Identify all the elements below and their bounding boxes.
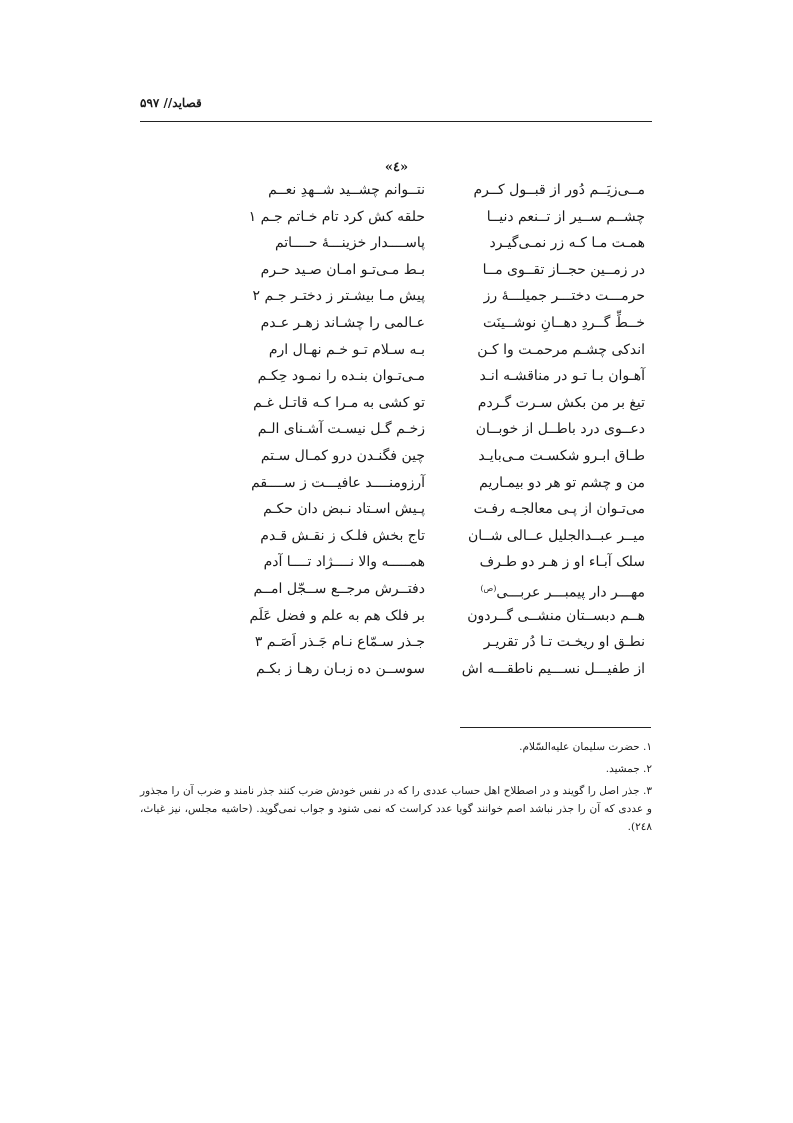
- hemistich-first-text: حرمـــت دختـــر جمیلـــهٔ رز: [483, 288, 645, 305]
- hemistich-second: آرزومنــــد عافیـــت ز ســــقم: [251, 474, 425, 491]
- footnotes: [140, 738, 652, 840]
- hemistich-second: تاج بخش فلـک ز نقـش قـدم: [260, 527, 425, 544]
- hemistich-first-text: خــطِّ گــردِ دهــانِ نوشــینَت: [483, 314, 645, 331]
- hemistich-first: [440, 632, 645, 652]
- hemistich-first: [440, 606, 645, 626]
- hemistich-first: [440, 340, 645, 360]
- couplet: [220, 446, 645, 473]
- hemistich-first: [440, 233, 645, 253]
- hemistich-second: نتــوانم چشــید شــهدِ نعــم: [268, 182, 425, 198]
- hemistich-first-text: مهـــر دار پیمبـــر عربـــی: [496, 584, 645, 601]
- hemistich-first-text: من و چشم تو هر دو بیمـاریم: [479, 474, 645, 491]
- hemistich-first-text: می‌تـوان از پـی معالجـه رفـت: [473, 501, 645, 518]
- header-rule: [140, 121, 652, 122]
- hemistich-second: عـالمی را چشـاند زهـر عـدم: [260, 314, 425, 331]
- hemistich-second: زخـم گـل نیسـت آشـنای الـم: [257, 421, 425, 438]
- couplet: [220, 606, 645, 633]
- couplet: [220, 180, 645, 207]
- couplet: [220, 526, 645, 553]
- hemistich-first-text: تیغ بر من بکش سـرت گـردم: [477, 394, 645, 411]
- hemistich-first: [440, 552, 645, 572]
- couplet: [220, 579, 645, 606]
- hemistich-second: همـــــه والا نــــژاد تــــا آدم: [263, 554, 425, 571]
- hemistich-first: [440, 180, 645, 200]
- hemistich-first-text: از طفیـــل نســـیم ناطقـــه اش: [461, 660, 645, 677]
- hemistich-second: دفتــرش مرجــع ســجّل امــم: [253, 580, 425, 597]
- couplet: [220, 286, 645, 313]
- footnote-item: ۱. حضرت سلیمان علیه‌السّلام.: [519, 741, 652, 753]
- hemistich-second: بـط مـی‌تـو امـان صـید حـرم: [260, 261, 425, 278]
- running-header: [140, 96, 652, 116]
- footnote-rule: [460, 727, 651, 728]
- hemistich-second: بر فلک هم به علم و فضل عَلَم: [249, 607, 425, 624]
- hemistich-first-text: میــر عبــدالجلیل عــالی شــان: [467, 527, 645, 544]
- couplet: [220, 260, 645, 287]
- footnote-item: ۲. جمشید.: [605, 763, 652, 775]
- hemistich-first-text: طـاق ابـرو شکسـت مـی‌بایـد: [478, 447, 645, 464]
- couplet: [220, 340, 645, 367]
- hemistich-first: [440, 419, 645, 439]
- couplet: [220, 207, 645, 234]
- hemistich-first: [440, 366, 645, 386]
- hemistich-second: پـیش اسـتاد نـبض دان حکـم: [263, 501, 425, 518]
- hemistich-second: چین فگنـدن درو کمـال سـتم: [260, 447, 425, 464]
- couplet: [220, 313, 645, 340]
- couplet: [220, 473, 645, 500]
- hemistich-second: بـه سـلام تـو خـم نهـال ارم: [268, 341, 425, 358]
- hemistich-first-text: همـت مـا کـه زر نمـی‌گیـرد: [489, 235, 645, 252]
- hemistich-first-text: آهـوان بـا تـو در مناقشـه انـد: [479, 368, 645, 385]
- footnote-item: ۳. جذر اصل را گویند و در اصطلاح اهل حساب عددی را که در نفس خودش ضرب کنند جذر نامند و ضرب آن را مجذور و عددی که آن را جذر نباشد اصم خوانند گویا عدد کراست که نمی شنود و جواب نمی‌گوید. (حاشیه مجلس، نیز غیاث، ۲٤۸).: [140, 785, 652, 833]
- hemistich-first-text: چشــم ســیر از تــنعم دنیــا: [486, 208, 645, 225]
- hemistich-first-text: نطـق او ریخـت تـا دُر تقریـر: [483, 634, 645, 651]
- hemistich-second: پیش مـا بیشـتر ز دختـر جـم ۲: [252, 288, 425, 305]
- couplet: [220, 659, 645, 686]
- hemistich-first: [440, 207, 645, 227]
- hemistich-first: [440, 260, 645, 280]
- poem-number: «٤»: [384, 160, 409, 175]
- hemistich-first: [440, 446, 645, 466]
- hemistich-second: حلقه کش کرد تام خـاتم جـم ۱: [248, 208, 425, 225]
- hemistich-first-text: سلک آبـاء او ز هـر دو طـرف: [479, 554, 645, 571]
- couplet: [220, 552, 645, 579]
- hemistich-first: [440, 393, 645, 413]
- hemistich-first: [440, 313, 645, 333]
- honorific-superscript: (ص): [480, 583, 497, 593]
- hemistich-second: پاســــدار خزینـــهٔ حــــاتم: [274, 235, 425, 252]
- hemistich-first: [440, 526, 645, 546]
- hemistich-first: [440, 473, 645, 493]
- poem-body: [220, 180, 645, 685]
- hemistich-first-text: اندکی چشـم مرحمـت وا کـن: [477, 341, 645, 358]
- couplet: [220, 366, 645, 393]
- hemistich-second: جـذر سـمّاع نـام جَـذر اَصَـم ۳: [254, 634, 425, 651]
- hemistich-first: [440, 286, 645, 306]
- hemistich-first: [440, 499, 645, 519]
- hemistich-first: [440, 659, 645, 679]
- hemistich-first: [440, 579, 645, 603]
- running-header-text: قصاید// ۵۹۷: [140, 96, 202, 110]
- couplet: [220, 233, 645, 260]
- couplet: [220, 499, 645, 526]
- hemistich-first-text: دعــوی درد باطــل از خوبــان: [475, 421, 645, 438]
- hemistich-first-text: هــم دبســتان منشــی گــردون: [467, 607, 645, 624]
- couplet: [220, 632, 645, 659]
- hemistich-second: مـی‌تـوان بنـده را نمـود حِکـم: [257, 368, 425, 385]
- hemistich-first-text: در زمــین حجــاز تقــوی مــا: [482, 261, 645, 278]
- hemistich-second: سوســن ده زبـان رهـا ز بکـم: [256, 660, 425, 677]
- couplet: [220, 393, 645, 420]
- hemistich-first-text: مــی‌زیَــم دُور از قبــول کــرم: [473, 182, 645, 198]
- couplet: [220, 419, 645, 446]
- hemistich-second: تو کشی به مـرا کـه قاتـل غـم: [253, 394, 425, 411]
